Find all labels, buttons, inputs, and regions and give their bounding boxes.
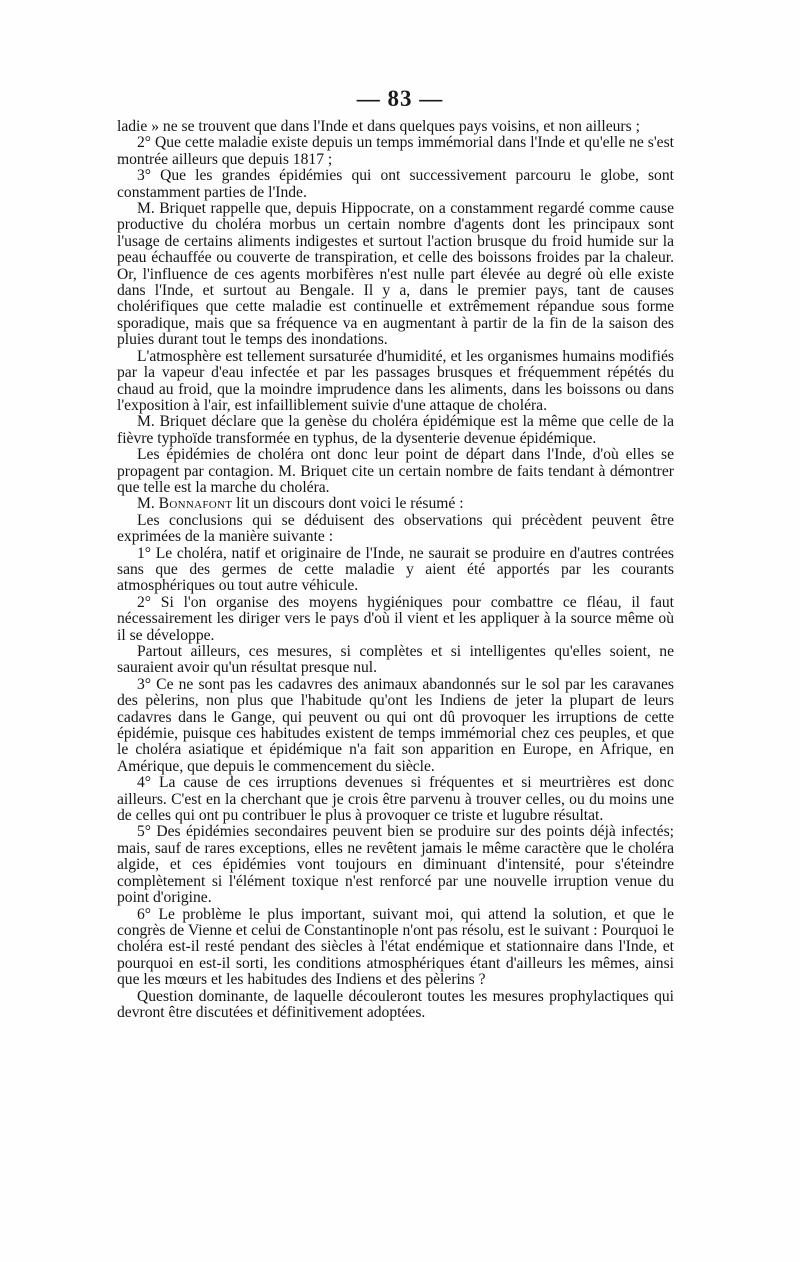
paragraph: M. Briquet rappelle que, depuis Hippocrate, on a constamment regardé comme cause productive du choléra morbus un certain nombre d'agents dont les principaux sont l'usage de certains aliments indigestes et surtout l'action brusque du froid humide sur la peau échauffée ou couverte de transpiration, et celle des boissons froides par la chaleur. Or, l'influence de ces agents morbifères n'est nulle part élevée au degré où elle existe dans l'Inde, et surtout au Bengale. Il y a, dans le premier pays, tant de causes cholérifiques que cette maladie est continuelle et extrêmement répandue sous forme sporadique, mais que sa fréquence va en augmentant à partir de la fin de la saison des pluies durant tout le temps des inondations. [117, 200, 674, 349]
paragraph-prefix: M. [137, 495, 159, 513]
paragraph-suffix: lit un discours dont voici le résumé : [232, 495, 464, 513]
paragraph: 4° La cause de ces irruptions devenues si fréquentes et si meurtrières est donc ailleurs. C'est en la cherchant que je crois être parvenu à trouver celles, ou du moins une de celles qui ont pu contribuer le plus à provoquer ce triste et lugubre résultat. [117, 774, 674, 825]
paragraph: L'atmosphère est tellement sursaturée d'humidité, et les organismes humains modifiés par la vapeur d'eau infectée et par les passages brusques et fréquemment répétés du chaud au froid, que la moindre imprudence dans les aliments, dans les boissons ou dans l'exposition à l'air, est infailliblement suivie d'une attaque de choléra. [117, 347, 674, 414]
paragraph: 2° Que cette maladie existe depuis un temps immémorial dans l'Inde et qu'elle ne s'est montrée ailleurs que depuis 1817 ; [117, 134, 674, 168]
paragraph: 1° Le choléra, natif et originaire de l'Inde, ne saurait se produire en d'autres contrées sans que des germes de cette maladie y aient été apportés par les courants atmosphériques ou tout autre véhicule. [117, 544, 674, 595]
paragraph-bonnafont [117, 496, 674, 512]
page-body [117, 119, 674, 1021]
page-number: — 83 — [356, 86, 444, 111]
paragraph: 3° Ce ne sont pas les cadavres des animaux abandonnés sur le sol par les caravanes des pèlerins, non plus que l'habitude qu'ont les Indiens de jeter la plupart de leurs cadavres dans le Gange, qui peuvent ou qui ont dû provoquer les irruptions de cette épidémie, puisque ces habitudes existent de temps immémorial chez ces peuples, et que le choléra asiatique et épidémique n'a fait son apparition en Europe, en Afrique, en Amérique, que depuis le commencement du siècle. [117, 675, 674, 775]
paragraph: Partout ailleurs, ces mesures, si complètes et si intelligentes qu'elles soient, ne sauraient avoir qu'un résultat presque nul. [117, 643, 674, 677]
paragraph: ladie » ne se trouvent que dans l'Inde et dans quelques pays voisins, et non ailleurs ; [117, 118, 640, 135]
paragraph: Les épidémies de choléra ont donc leur point de départ dans l'Inde, d'où elles se propagent par contagion. M. Briquet cite un certain nombre de faits tendant à démontrer que telle est la marche du choléra. [117, 446, 674, 496]
paragraph: M. Briquet déclare que la genèse du choléra épidémique est la même que celle de la fièvre typhoïde transformée en typhus, de la dysenterie devenue épidémique. [117, 413, 674, 447]
author-name: Bonnafont [158, 495, 233, 513]
paragraph: Question dominante, de laquelle découleront toutes les mesures prophylactiques qui devront être discutées et définitivement adoptées. [117, 987, 674, 1021]
paragraph: 6° Le problème le plus important, suivant moi, qui attend la solution, et que le congrès de Vienne et celui de Constantinople n'ont pas résolu, est le suivant : Pourquoi le choléra est-il resté pendant des siècles à l'état endémique et stationnaire dans l'Inde, et pourquoi en est-il sorti, les conditions atmosphériques étant d'ailleurs les mêmes, ainsi que les mœurs et les habitudes des Indiens et des pèlerins ? [117, 905, 674, 989]
paragraph: 5° Des épidémies secondaires peuvent bien se produire sur des points déjà infectés; mais, sauf de rares exceptions, elles ne revêtent jamais le même caractère que le choléra algide, et ces épidémies vont toujours en diminuant d'intensité, pour s'éteindre complètement si l'élément toxique n'est renforcé par une nouvelle irruption venue du point d'origine. [117, 823, 674, 907]
paragraph: 3° Que les grandes épidémies qui ont successivement parcouru le globe, sont constamment parties de l'Inde. [117, 167, 674, 201]
paragraph: 2° Si l'on organise des moyens hygiéniques pour combattre ce fléau, il faut nécessairement les diriger vers le pays d'où il vient et les appliquer à la source même où il se développe. [117, 593, 674, 644]
paragraph: Les conclusions qui se déduisent des observations qui précèdent peuvent être exprimées de la manière suivante : [117, 511, 674, 546]
